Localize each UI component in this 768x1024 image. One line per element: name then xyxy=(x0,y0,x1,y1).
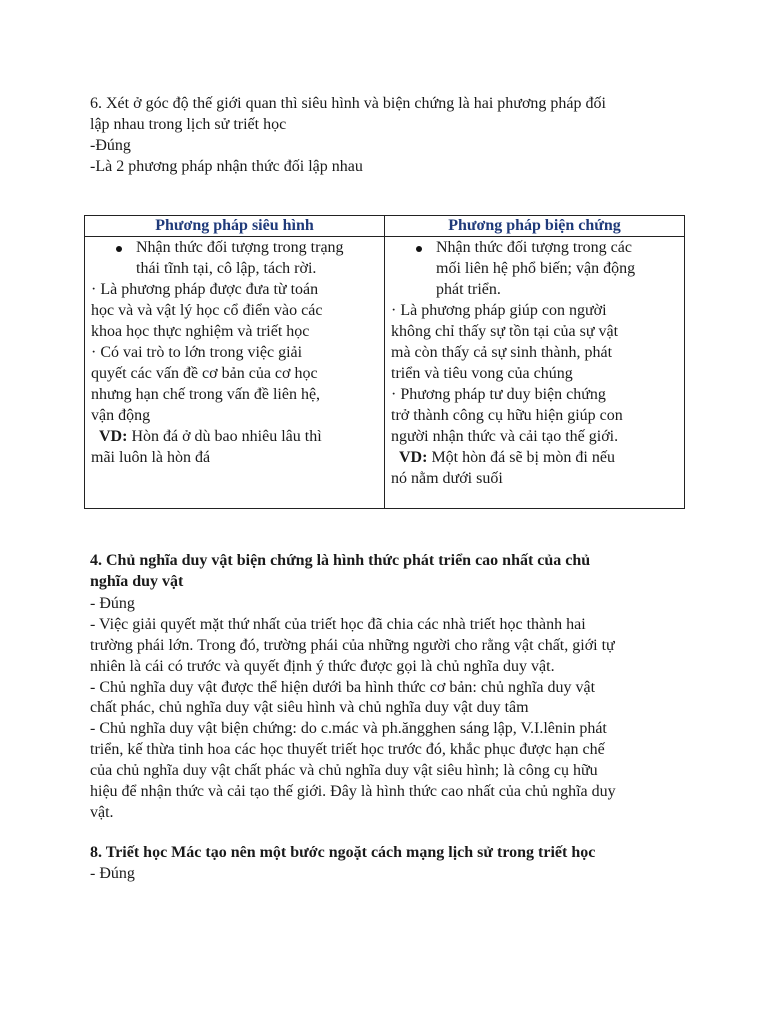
left-line-4: học và và vật lý học cổ điển vào các xyxy=(91,302,323,319)
table-header-dialectical: Phương pháp biện chứng xyxy=(385,216,685,237)
q4-body-line-4: nhiên là cái có trước và quyết định ý thức được gọi là chủ nghĩa duy vật. xyxy=(90,658,555,675)
right-line-7: triển và tiêu vong của chúng xyxy=(391,365,573,382)
right-line-4: · Là phương pháp giúp con người xyxy=(391,302,607,319)
q4-title-line-2: nghĩa duy vật xyxy=(90,573,184,590)
q6-explanation: -Là 2 phương pháp nhận thức đối lập nhau xyxy=(90,158,363,175)
right-example xyxy=(399,448,615,469)
left-example-text: Hòn đá ở dù bao nhiêu lâu thì xyxy=(127,428,322,445)
q4-body-line-11: vật. xyxy=(90,804,114,821)
table-cell-metaphysical xyxy=(85,237,385,509)
comparison-table xyxy=(84,215,685,509)
right-line-8: · Phương pháp tư duy biện chứng xyxy=(391,386,606,403)
q4-body-line-8: triển, kế thừa tinh hoa các học thuyết triết học trước đó, khắc phục được hạn chế xyxy=(90,741,605,758)
q4-body-line-3: trường phái lớn. Trong đó, trường phái của những người cho rằng vật chất, giới tự xyxy=(90,637,615,654)
q6-title-line-1: 6. Xét ở góc độ thế giới quan thì siêu hình và biện chứng là hai phương pháp đối xyxy=(90,95,606,112)
left-line-7: quyết các vấn đề cơ bản của cơ học xyxy=(91,365,318,382)
right-line-3: phát triển. xyxy=(436,281,501,298)
q4-body-line-5: - Chủ nghĩa duy vật được thể hiện dưới ba hình thức cơ bản: chủ nghĩa duy vật xyxy=(90,679,596,696)
right-line-9: trở thành công cụ hữu hiện giúp con xyxy=(391,407,623,424)
q4-body-line-1: - Đúng xyxy=(90,595,135,612)
right-line-10: người nhận thức và cải tạo thế giới. xyxy=(391,428,619,445)
q4-body-line-2: - Việc giải quyết mặt thứ nhất của triết học đã chia các nhà triết học thành hai xyxy=(90,616,586,633)
q4-body-line-6: chất phác, chủ nghĩa duy vật siêu hình và chủ nghĩa duy vật duy tâm xyxy=(90,699,529,716)
left-line-2: thái tĩnh tại, cô lập, tách rời. xyxy=(136,260,317,277)
right-line-6: mà còn thấy cả sự sinh thành, phát xyxy=(391,344,613,361)
q4-body-line-10: hiệu để nhận thức và cải tạo thế giới. Đây là hình thức cao nhất của chủ nghĩa duy xyxy=(90,783,616,800)
left-example-label: VD: xyxy=(99,428,128,445)
q4-title-line-1: 4. Chủ nghĩa duy vật biện chứng là hình thức phát triển cao nhất của chủ xyxy=(90,552,591,569)
left-line-9: vận động xyxy=(91,407,151,424)
q8-title: 8. Triết học Mác tạo nên một bước ngoặt cách mạng lịch sử trong triết học xyxy=(90,844,596,861)
right-example-text: Một hòn đá sẽ bị mòn đi nếu xyxy=(427,449,615,466)
bullet-icon xyxy=(416,246,422,252)
q8-answer: - Đúng xyxy=(90,865,135,882)
right-line-11: nó nằm dưới suối xyxy=(391,470,503,487)
left-line-8: nhưng hạn chế trong vấn đề liên hệ, xyxy=(91,386,321,403)
right-line-1: Nhận thức đối tượng trong các xyxy=(436,239,632,256)
left-example xyxy=(99,427,322,448)
q4-body-line-9: của chủ nghĩa duy vật chất phác và chủ nghĩa duy vật siêu hình; là công cụ hữu xyxy=(90,762,598,779)
right-line-5: không chỉ thấy sự tồn tại của sự vật xyxy=(391,323,619,340)
right-line-2: mối liên hệ phổ biến; vận động xyxy=(436,260,636,277)
left-line-3: · Là phương pháp được đưa từ toán xyxy=(91,281,319,298)
left-line-6: · Có vai trò to lớn trong việc giải xyxy=(91,344,303,361)
left-line-1: Nhận thức đối tượng trong trạng xyxy=(136,239,344,256)
q6-answer: -Đúng xyxy=(90,137,131,154)
q6-title-line-2: lập nhau trong lịch sử triết học xyxy=(90,116,287,133)
left-line-10: mãi luôn là hòn đá xyxy=(91,449,211,466)
table-header-metaphysical: Phương pháp siêu hình xyxy=(85,216,385,237)
q4-body-line-7: - Chủ nghĩa duy vật biện chứng: do c.mác và ph.ăngghen sáng lập, V.I.lênin phát xyxy=(90,720,607,737)
left-line-5: khoa học thực nghiệm và triết học xyxy=(91,323,310,340)
table-cell-dialectical xyxy=(385,237,685,509)
bullet-icon xyxy=(116,246,122,252)
right-example-label: VD: xyxy=(399,449,428,466)
